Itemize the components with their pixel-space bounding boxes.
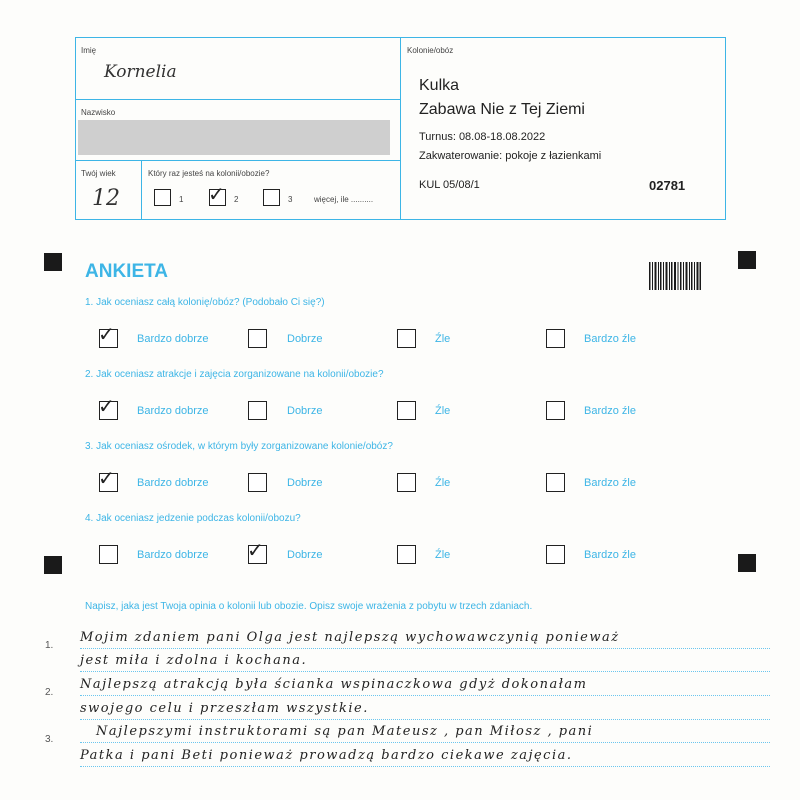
imie-value[interactable]: Kornelia (104, 62, 177, 82)
ktory-raz-label: Który raz jesteś na kolonii/obozie? (148, 169, 270, 178)
q1-label-zle: Źle (435, 333, 451, 345)
q3-option-bardzo-dobrze[interactable] (98, 466, 118, 492)
q1-label-bardzo-dobrze: Bardzo dobrze (137, 333, 209, 345)
survey-title: ANKIETA (85, 261, 169, 282)
q2-label-zle: Źle (435, 405, 451, 417)
header-form (75, 37, 726, 220)
q2-option-dobrze[interactable] (248, 401, 267, 420)
wiek-label: Twój wiek (81, 169, 116, 178)
writing-line (80, 766, 770, 767)
camp-code: KUL 05/08/1 (419, 179, 480, 191)
q4-option-zle[interactable] (397, 545, 416, 564)
q1-label-bardzo-zle: Bardzo źle (584, 333, 636, 345)
ktory-raz-checkbox-1[interactable] (154, 189, 171, 206)
turnus: Turnus: 08.08-18.08.2022 (419, 131, 546, 143)
q1-label-dobrze: Dobrze (287, 333, 323, 345)
ktory-raz-option-2: 2 (234, 195, 239, 204)
registration-marker (44, 253, 62, 271)
q4-label-bardzo-zle: Bardzo źle (584, 549, 636, 561)
q1-option-bardzo-zle[interactable] (546, 329, 565, 348)
check-mark-icon: ✓ (98, 322, 115, 346)
registration-marker (738, 251, 756, 269)
header-row-line (76, 160, 400, 161)
writing-line (80, 648, 770, 649)
header-col-line (141, 160, 142, 219)
question-3-text: 3. Jak oceniasz ośrodek, w którym były zorganizowane kolonie/obóz? (85, 441, 393, 452)
check-mark-icon: ✓ (98, 394, 115, 418)
ktory-raz-checkbox-2[interactable] (208, 182, 226, 206)
opinion-line-2[interactable]: jest miła i zdolna i kochana. (80, 653, 308, 668)
line-number-1: 1. (45, 640, 54, 651)
q2-option-zle[interactable] (397, 401, 416, 420)
opinion-line-4[interactable]: swojego celu i przeszłam wszystkie. (80, 701, 369, 716)
opinion-line-5[interactable]: Najlepszymi instruktorami są pan Mateusz , pan Miłosz , pani (96, 724, 594, 739)
opinion-line-1[interactable]: Mojim zdaniem pani Olga jest najlepszą wychowawczynią ponieważ (80, 630, 620, 645)
question-2-text: 2. Jak oceniasz atrakcje i zajęcia zorganizowane na kolonii/obozie? (85, 369, 384, 380)
q4-option-dobrze[interactable] (247, 538, 267, 564)
q2-option-bardzo-dobrze[interactable] (98, 394, 118, 420)
opinion-line-3[interactable]: Najlepszą atrakcją była ścianka wspinaczkowa gdyż dokonałam (80, 677, 588, 692)
line-number-3: 3. (45, 734, 54, 745)
header-row-line (76, 99, 400, 100)
q1-option-dobrze[interactable] (248, 329, 267, 348)
check-mark-icon: ✓ (208, 182, 225, 206)
q3-option-zle[interactable] (397, 473, 416, 492)
writing-line (80, 695, 770, 696)
ktory-raz-checkbox-3[interactable] (263, 189, 280, 206)
q4-label-zle: Źle (435, 549, 451, 561)
line-number-2: 2. (45, 687, 54, 698)
q3-label-bardzo-zle: Bardzo źle (584, 477, 636, 489)
check-mark-icon: ✓ (247, 538, 264, 562)
q3-option-bardzo-zle[interactable] (546, 473, 565, 492)
opinion-prompt: Napisz, jaka jest Twoja opinia o kolonii lub obozie. Opisz swoje wrażenia z pobytu w trzech zdaniach. (85, 601, 533, 612)
q3-option-dobrze[interactable] (248, 473, 267, 492)
registration-marker (738, 554, 756, 572)
q4-option-bardzo-dobrze[interactable] (99, 545, 118, 564)
q3-label-zle: Źle (435, 477, 451, 489)
camp-name: Kulka (419, 77, 460, 94)
writing-line (80, 719, 770, 720)
barcode-icon (649, 262, 701, 290)
q4-option-bardzo-zle[interactable] (546, 545, 565, 564)
ktory-raz-option-3: 3 (288, 195, 293, 204)
ktory-raz-more: więcej, ile .......... (314, 195, 374, 204)
writing-line (80, 671, 770, 672)
camp-title: Zabawa Nie z Tej Ziemi (419, 101, 585, 118)
header-divider (400, 38, 401, 219)
check-mark-icon: ✓ (98, 466, 115, 490)
registration-marker (44, 556, 62, 574)
nazwisko-redacted (78, 120, 390, 155)
kolonie-label: Kolonie/obóz (407, 46, 454, 55)
q2-label-bardzo-zle: Bardzo źle (584, 405, 636, 417)
ktory-raz-option-1: 1 (179, 195, 184, 204)
q2-label-bardzo-dobrze: Bardzo dobrze (137, 405, 209, 417)
q3-label-dobrze: Dobrze (287, 477, 323, 489)
q3-label-bardzo-dobrze: Bardzo dobrze (137, 477, 209, 489)
form-number: 02781 (649, 178, 686, 193)
question-4-text: 4. Jak oceniasz jedzenie podczas kolonii/obozu? (85, 513, 301, 524)
writing-line (80, 742, 770, 743)
q1-option-zle[interactable] (397, 329, 416, 348)
q2-label-dobrze: Dobrze (287, 405, 323, 417)
q2-option-bardzo-zle[interactable] (546, 401, 565, 420)
q4-label-dobrze: Dobrze (287, 549, 323, 561)
nazwisko-label: Nazwisko (81, 108, 116, 117)
imie-label: Imię (81, 46, 97, 55)
q1-option-bardzo-dobrze[interactable] (98, 322, 118, 348)
zakwaterowanie: Zakwaterowanie: pokoje z łazienkami (419, 150, 602, 162)
question-1-text: 1. Jak oceniasz całą kolonię/obóz? (Podobało Ci się?) (85, 297, 325, 308)
q4-label-bardzo-dobrze: Bardzo dobrze (137, 549, 209, 561)
opinion-line-6[interactable]: Patka i pani Beti ponieważ prowadzą bardzo ciekawe zajęcia. (80, 748, 573, 763)
wiek-value[interactable]: 12 (92, 186, 120, 211)
